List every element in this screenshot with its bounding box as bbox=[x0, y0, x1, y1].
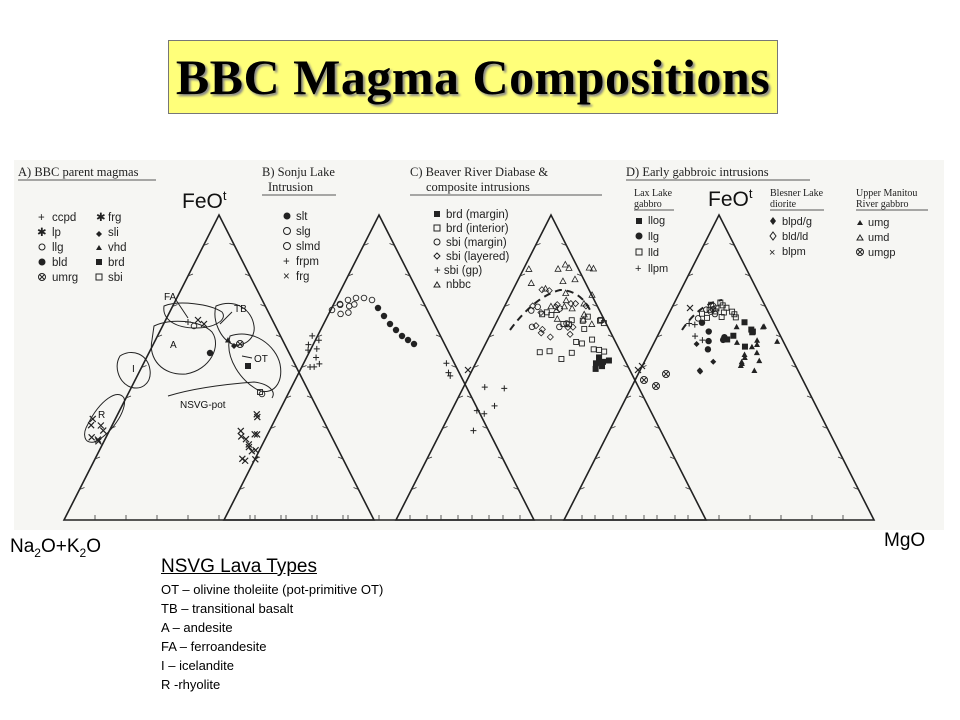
svg-text:slt: slt bbox=[296, 211, 308, 223]
svg-text:diorite: diorite bbox=[770, 199, 797, 210]
panel-c-label: C) Beaver River Diabase & bbox=[410, 165, 549, 179]
field-label-ot: OT bbox=[254, 354, 268, 365]
svg-text:frpm: frpm bbox=[296, 256, 319, 268]
svg-text:llog: llog bbox=[648, 215, 666, 227]
apex-label-a: FeO$^t$ bbox=[182, 188, 227, 213]
data-point bbox=[381, 313, 387, 319]
data-point bbox=[375, 305, 381, 311]
data-point bbox=[750, 329, 756, 335]
data-point bbox=[593, 366, 599, 372]
svg-text:Blesner Lake: Blesner Lake bbox=[770, 188, 824, 199]
svg-text:sbi (layered): sbi (layered) bbox=[446, 251, 510, 263]
data-point bbox=[730, 333, 736, 339]
svg-text:bld/ld: bld/ld bbox=[782, 231, 809, 243]
data-point bbox=[721, 334, 727, 340]
data-point bbox=[405, 337, 411, 343]
svg-text:lld: lld bbox=[648, 247, 660, 259]
svg-text:brd (margin): brd (margin) bbox=[446, 209, 509, 221]
field-label-fa: FA bbox=[164, 292, 177, 303]
svg-text:blpd/g: blpd/g bbox=[782, 216, 812, 228]
panel-b-label-2: Intrusion bbox=[268, 180, 314, 194]
panel-a-label: A) BBC parent magmas bbox=[18, 165, 139, 179]
legend-title: NSVG Lava Types bbox=[161, 556, 317, 577]
svg-text:umgp: umgp bbox=[868, 247, 896, 259]
legend-b-item bbox=[283, 256, 319, 268]
nsvg-legend bbox=[161, 556, 383, 694]
field-label-a: A bbox=[170, 340, 177, 351]
svg-text:gabbro: gabbro bbox=[634, 199, 662, 210]
svg-text:✱: ✱ bbox=[96, 212, 106, 224]
svg-text:sli: sli bbox=[108, 227, 119, 239]
legend-item-r: R -rhyolite bbox=[161, 677, 221, 692]
svg-text:+ sbi (gp): + sbi (gp) bbox=[434, 265, 483, 277]
panel-b-label: B) Sonju Lake bbox=[262, 165, 335, 179]
field-label-tb: TB bbox=[234, 304, 247, 315]
data-point bbox=[705, 338, 711, 344]
legend-d-item bbox=[635, 263, 668, 275]
legend-c-item bbox=[434, 251, 509, 263]
svg-text:umd: umd bbox=[868, 232, 890, 244]
svg-text:slg: slg bbox=[296, 226, 311, 238]
svg-text:frg: frg bbox=[296, 271, 310, 283]
field-label-i: I bbox=[132, 364, 135, 375]
svg-text:River gabbro: River gabbro bbox=[856, 199, 909, 210]
svg-text:+: + bbox=[635, 263, 642, 275]
panel-c-label-2: composite intrusions bbox=[426, 180, 530, 194]
svg-text:+: + bbox=[38, 212, 45, 224]
svg-text:blpm: blpm bbox=[782, 246, 806, 258]
data-point bbox=[387, 321, 393, 327]
svg-text:lp: lp bbox=[52, 227, 61, 239]
legend-b-item bbox=[283, 271, 309, 283]
data-point bbox=[606, 357, 612, 363]
data-point bbox=[598, 359, 604, 365]
svg-text:sbi: sbi bbox=[108, 272, 123, 284]
data-point bbox=[705, 346, 711, 352]
svg-text:brd: brd bbox=[108, 257, 125, 269]
legend-item-ot: OT – olivine tholeiite (pot-primitive OT) bbox=[161, 582, 384, 597]
data-point bbox=[393, 327, 399, 333]
axis-label-mgo: MgO bbox=[884, 530, 926, 551]
svg-text:brd (interior): brd (interior) bbox=[446, 223, 509, 235]
svg-text:slmd: slmd bbox=[296, 241, 321, 253]
svg-text:nbbc: nbbc bbox=[446, 279, 471, 291]
data-point bbox=[699, 319, 705, 325]
legend-d-item bbox=[769, 246, 806, 259]
axis-label-alkalis: $Na_2O+K_2O$ bbox=[10, 536, 102, 560]
svg-text:×: × bbox=[283, 271, 290, 283]
field-label-nsvg-pot: NSVG-pot bbox=[180, 400, 226, 411]
title-banner bbox=[168, 40, 778, 114]
data-point bbox=[706, 328, 712, 334]
svg-text:sbi (margin): sbi (margin) bbox=[446, 237, 507, 249]
legend-a-item bbox=[38, 212, 76, 224]
apex-label-d: FeO$^t$ bbox=[708, 186, 753, 211]
svg-text:✱: ✱ bbox=[37, 227, 47, 239]
svg-text:vhd: vhd bbox=[108, 242, 127, 254]
svg-text:llpm: llpm bbox=[648, 263, 669, 275]
legend-item-tb: TB – transitional basalt bbox=[161, 601, 294, 616]
svg-text:frg: frg bbox=[108, 212, 122, 224]
legend-item-i: I – icelandite bbox=[161, 658, 234, 673]
svg-text:llg: llg bbox=[52, 242, 64, 254]
field-label-r: R bbox=[98, 410, 106, 421]
svg-text:umg: umg bbox=[868, 217, 890, 229]
legend-c-item bbox=[434, 265, 482, 277]
data-point bbox=[742, 319, 748, 325]
data-point bbox=[207, 350, 213, 356]
svg-text:llg: llg bbox=[648, 231, 660, 243]
data-point bbox=[742, 344, 748, 350]
ternary-diagram bbox=[14, 160, 944, 530]
svg-text:bld: bld bbox=[52, 257, 68, 269]
svg-text:Lax Lake: Lax Lake bbox=[634, 188, 673, 199]
panel-d-label: D) Early gabbroic intrusions bbox=[626, 165, 769, 179]
page-title: BBC Magma Compositions bbox=[175, 49, 771, 105]
data-point bbox=[245, 363, 251, 369]
svg-text:ccpd: ccpd bbox=[52, 212, 77, 224]
data-point bbox=[399, 333, 405, 339]
legend-item-fa: FA – ferroandesite bbox=[161, 639, 267, 654]
legend-a-item bbox=[96, 212, 121, 224]
svg-text:×: × bbox=[769, 247, 776, 259]
svg-text:Upper Manitou: Upper Manitou bbox=[856, 188, 918, 199]
svg-text:umrg: umrg bbox=[52, 272, 79, 284]
data-point bbox=[411, 341, 417, 347]
legend-c-item bbox=[434, 223, 509, 235]
legend-c-item bbox=[434, 209, 509, 221]
svg-text:+: + bbox=[283, 256, 290, 268]
legend-item-a: A – andesite bbox=[161, 620, 233, 635]
